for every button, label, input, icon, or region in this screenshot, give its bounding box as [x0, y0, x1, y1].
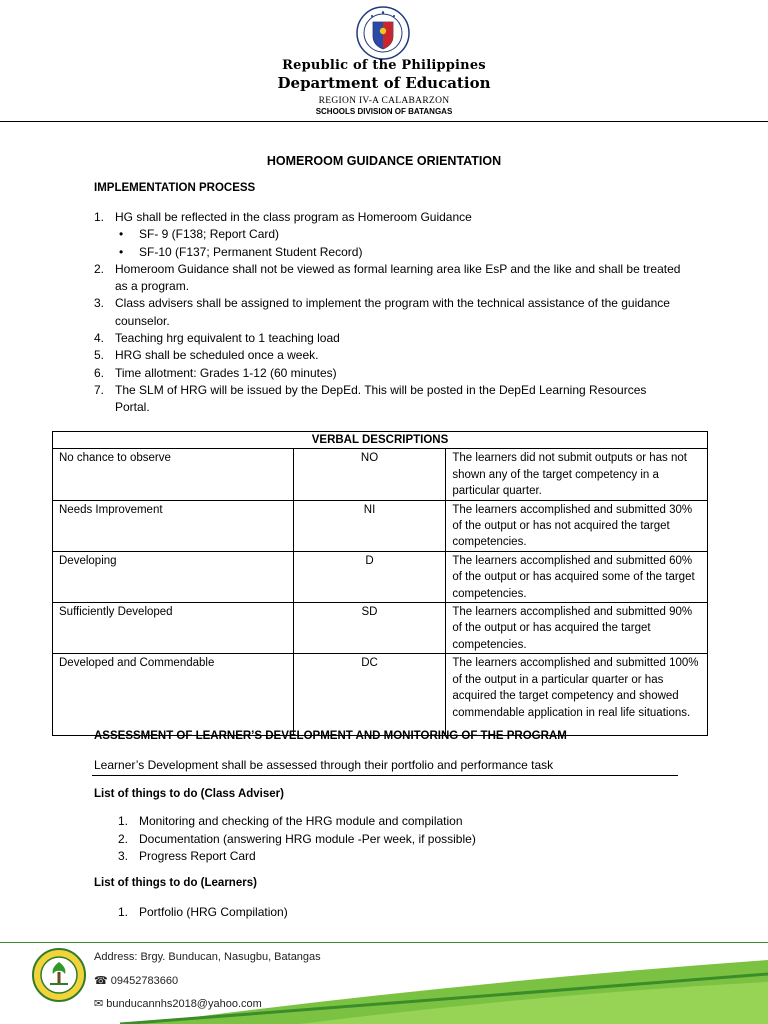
table-row: Developed and Commendable DC The learners accomplished and submitted 100% of the output in a particular quarter or has acquired the target competency and showed commendable application in real life situations.	[53, 654, 708, 736]
learner-task-list	[118, 904, 288, 922]
list-item: 3. Class advisers shall be assigned to implement the program with the technical assistance of the guidance counselor.	[94, 296, 670, 328]
learners-list-heading: List of things to do (Learners)	[94, 877, 257, 889]
table-row: Developing D The learners accomplished and submitted 60% of the output or has acquired some of the target competencies.	[53, 551, 708, 602]
footer-email[interactable]: ✉ bunducannhs2018@yahoo.com	[94, 998, 262, 1010]
list-item: 6. Time allotment: Grades 1-12 (60 minutes)	[94, 365, 337, 380]
phone-icon: ☎	[94, 975, 108, 987]
list-item: 1. Portfolio (HRG Compilation)	[118, 905, 288, 919]
adviser-list-heading: List of things to do (Class Adviser)	[94, 788, 284, 800]
list-item: 2. Documentation (answering HRG module -Per week, if possible)	[118, 831, 476, 846]
list-item: 1. Monitoring and checking of the HRG module and compilation	[118, 814, 463, 828]
verbal-descriptions-table	[52, 431, 708, 736]
implementation-steps	[94, 209, 684, 417]
list-item: 4. Teaching hrg equivalent to 1 teaching load	[94, 331, 340, 346]
table-header: VERBAL DESCRIPTIONS	[53, 432, 708, 449]
list-item: 5. HRG shall be scheduled once a week.	[94, 348, 319, 363]
list-item: 1. HG shall be reflected in the class program as Homeroom Guidance • SF- 9 (F138; Report Card) • SF-10 (F137; Permanent Student Record)	[94, 209, 684, 261]
republic-title: Republic of the Philippines	[282, 58, 486, 73]
table-row: Sufficiently Developed SD The learners accomplished and submitted 90% of the output or has acquired the target competencies.	[53, 603, 708, 654]
document-title: HOMEROOM GUIDANCE ORIENTATION	[266, 154, 502, 168]
form-bullets	[115, 226, 684, 261]
assessment-heading: ASSESSMENT OF LEARNER’S DEVELOPMENT AND MONITORING OF THE PROGRAM	[94, 730, 567, 742]
bullet-item: • SF- 9 (F138; Report Card)	[115, 226, 684, 243]
table-row: No chance to observe NO The learners did not submit outputs or has not shown any of the target competency in a particular quarter.	[53, 449, 708, 500]
footer-phone: ☎ 09452783660	[94, 975, 179, 987]
list-item: 7. The SLM of HRG will be issued by the DepEd. This will be posted in the DepEd Learning Resources Portal.	[94, 382, 647, 415]
school-logo	[32, 948, 86, 1002]
region-label: REGION IV-A CALABARZON	[318, 96, 450, 106]
list-item: 3. Progress Report Card	[118, 849, 256, 863]
learner-development-text: Learner’s Development shall be assessed through their portfolio and performance task	[94, 758, 554, 772]
bullet-item: • SF-10 (F137; Permanent Student Record)	[115, 244, 684, 261]
table-row: Needs Improvement NI The learners accomplished and submitted 30% of the output or has not acquired the target competencies.	[53, 500, 708, 551]
deped-seal-logo	[356, 6, 410, 60]
envelope-icon: ✉	[94, 998, 104, 1010]
department-title: Department of Education	[277, 74, 491, 92]
implementation-heading: IMPLEMENTATION PROCESS	[94, 182, 256, 194]
adviser-task-list	[118, 813, 476, 866]
section-divider	[92, 775, 678, 776]
header-divider	[0, 121, 768, 122]
footer-address: Address: Brgy. Bunducan, Nasugbu, Batangas	[94, 951, 321, 963]
list-item: 2. Homeroom Guidance shall not be viewed as formal learning area like EsP and the like and shall be treated as a program.	[94, 261, 681, 294]
division-label: SCHOOLS DIVISION OF BATANGAS	[315, 107, 453, 116]
